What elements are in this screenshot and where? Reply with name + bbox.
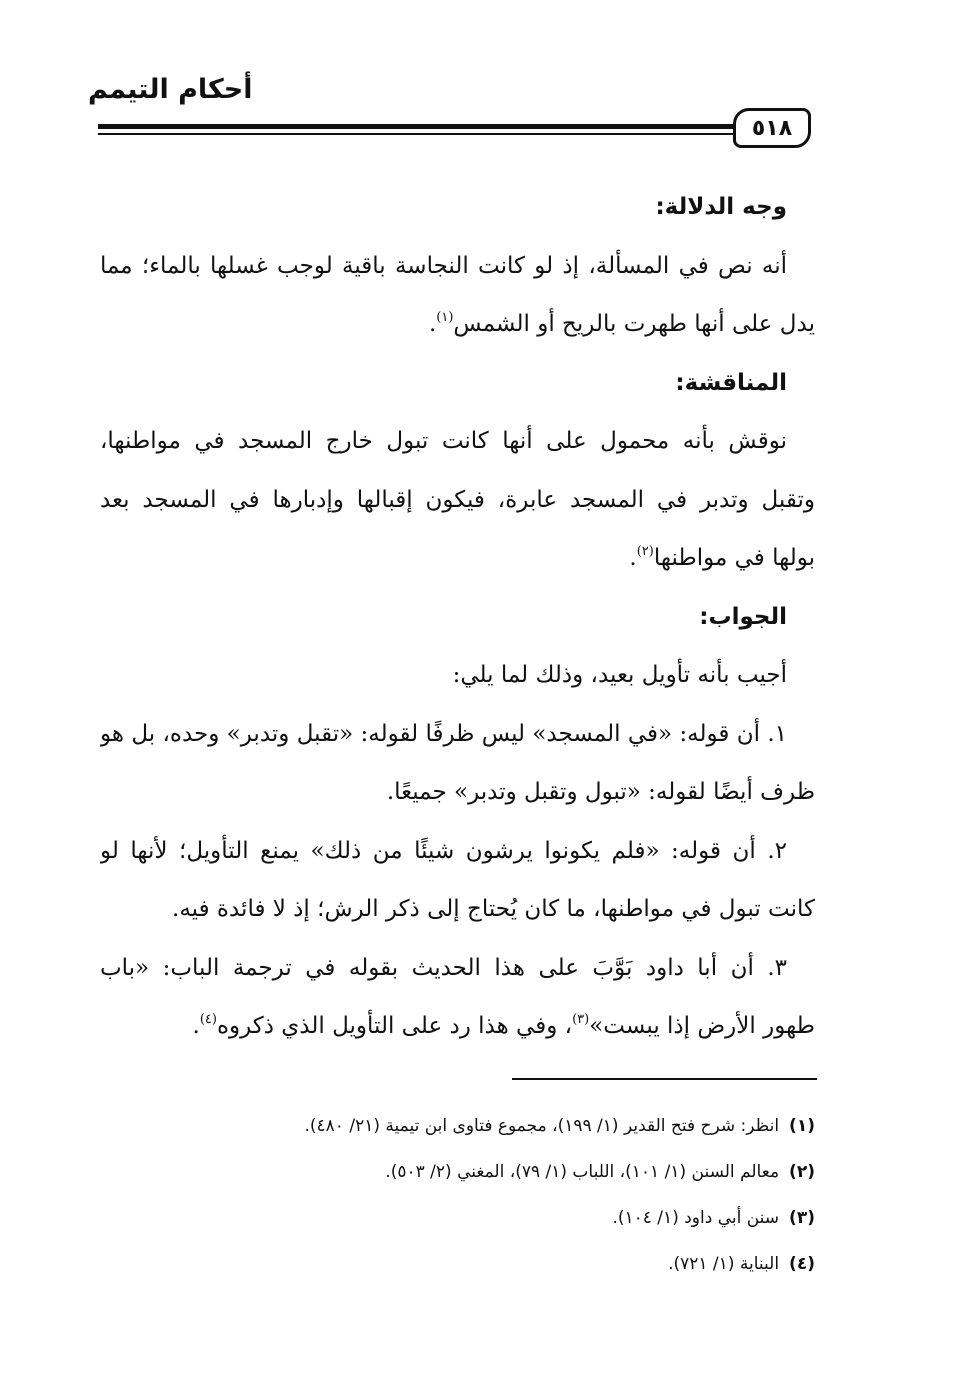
footnotes xyxy=(100,1103,815,1287)
heading-discussion: المناقشة: xyxy=(675,369,787,396)
footnote-item xyxy=(100,1149,815,1195)
header-rule-thin xyxy=(98,133,738,135)
page-number: ٥١٨ xyxy=(751,115,793,141)
list-item-line: ١. أن قوله: «في المسجد» ليس ظرفًا لقوله: «تقبل وتدبر» وحده، بل هو xyxy=(100,720,787,747)
footnote-number: (٤) xyxy=(789,1254,815,1274)
paragraph-line xyxy=(100,295,815,354)
paragraph-line: أنه نص في المسألة، إذ لو كانت النجاسة باقية لوجب غسلها بالماء؛ مما xyxy=(100,252,787,279)
footnote-text: سنن أبي داود (١/ ١٠٤). xyxy=(612,1208,780,1228)
paragraph-text: يدل على أنها طهرت بالريح أو الشمس xyxy=(453,311,815,337)
body-text xyxy=(100,178,815,1056)
paragraph-line: نوقش بأنه محمول على أنها كانت تبول خارج المسجد في مواطنها، xyxy=(100,428,787,454)
footnote-text: البناية (١/ ٧٢١). xyxy=(668,1254,780,1274)
list-item-line: ظرف أيضًا لقوله: «تبول وتقبل وتدبر» جميعًا. xyxy=(386,779,815,805)
header-rule-thick xyxy=(98,124,738,129)
running-title: أحكام التيمم xyxy=(88,74,253,105)
footnote-ref[interactable]: (٣) xyxy=(572,1012,590,1027)
footnote-ref[interactable]: (٤) xyxy=(199,1012,217,1027)
paragraph-line xyxy=(100,529,815,588)
paragraph-text: بولها في مواطنها xyxy=(653,545,815,571)
footnote-item xyxy=(100,1103,815,1149)
list-item-line: ٣. أن أبا داود بَوَّبَ على هذا الحديث بقوله في ترجمة الباب: «باب xyxy=(100,954,787,981)
footnote-text: معالم السنن (١/ ١٠١)، اللباب (١/ ٧٩)، المغني (٢/ ٥٠٣). xyxy=(385,1162,780,1182)
footnote-number: (٣) xyxy=(789,1208,815,1228)
sentence-end: . xyxy=(192,1013,200,1039)
list-item-line xyxy=(100,997,815,1056)
footnote-number: (٢) xyxy=(789,1162,815,1182)
paragraph-line: أجيب بأنه تأويل بعيد، وذلك لما يلي: xyxy=(452,662,787,688)
sentence-end: . xyxy=(428,311,437,337)
footnote-ref[interactable]: (٢) xyxy=(636,544,654,559)
paragraph-line: وتقبل وتدبر في المسجد عابرة، فيكون إقبالها وإدبارها في المسجد بعد xyxy=(100,486,815,513)
page-number-frame xyxy=(733,108,811,148)
footnote-text: انظر: شرح فتح القدير (١/ ١٩٩)، مجموع فتاوى ابن تيمية (٢١/ ٤٨٠). xyxy=(304,1116,780,1136)
list-item-text: طهور الأرض إذا يبست» xyxy=(589,1013,815,1039)
footnote-item xyxy=(100,1241,815,1287)
footnote-separator xyxy=(512,1078,817,1080)
heading-indication: وجه الدلالة: xyxy=(655,194,787,220)
footnote-item xyxy=(100,1195,815,1241)
list-item-line: ٢. أن قوله: «فلم يكونوا يرشون شيئًا من ذلك» يمنع التأويل؛ لأنها لو xyxy=(100,837,787,864)
sentence-end: . xyxy=(629,545,637,571)
footnote-ref[interactable]: (١) xyxy=(436,310,454,325)
list-item-text: ، وفي هذا رد على التأويل الذي ذكروه xyxy=(216,1013,573,1039)
footnote-number: (١) xyxy=(789,1116,815,1136)
heading-answer: الجواب: xyxy=(699,603,787,630)
list-item-line: كانت تبول في مواطنها، ما كان يُحتاج إلى ذكر الرش؛ إذ لا فائدة فيه. xyxy=(172,896,815,922)
